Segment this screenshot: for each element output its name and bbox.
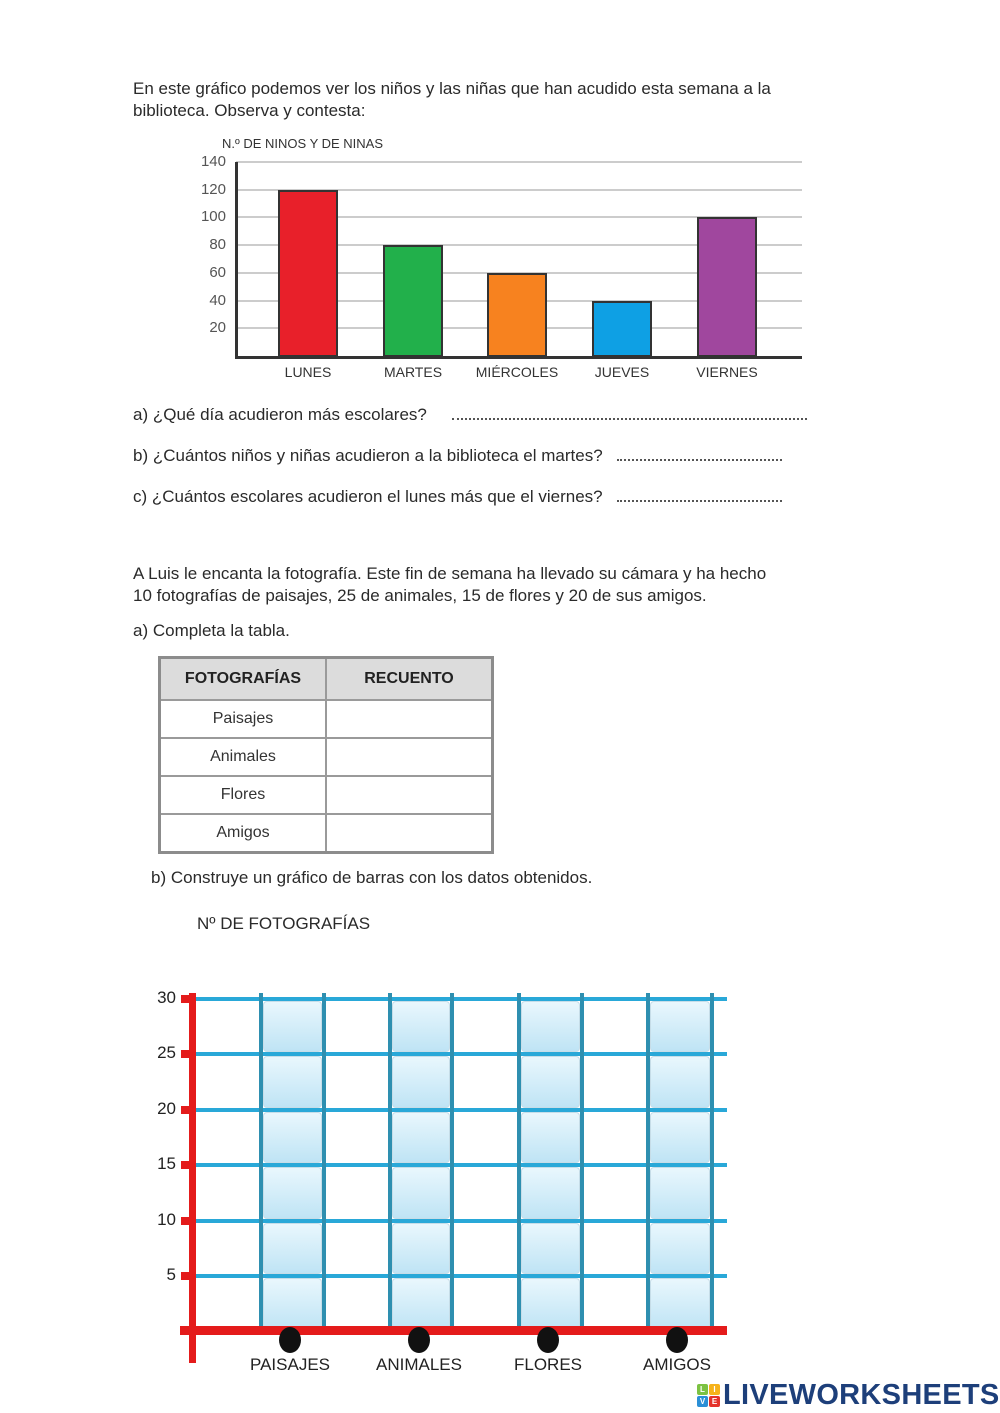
y-tick-label: 140 bbox=[200, 153, 226, 170]
grid-vertical-line bbox=[517, 993, 521, 1333]
grid-cell[interactable] bbox=[263, 1056, 322, 1108]
grid-cell[interactable] bbox=[263, 1278, 322, 1330]
recuento-input-paisajes[interactable] bbox=[326, 700, 493, 738]
grid-cell[interactable] bbox=[392, 1167, 450, 1219]
header-fotografias: FOTOGRAFÍAS bbox=[160, 658, 327, 701]
y-tick bbox=[181, 1050, 193, 1058]
category-dot-icon bbox=[666, 1327, 688, 1353]
chart2-title: Nº DE FOTOGRAFÍAS bbox=[197, 914, 371, 933]
logo-blocks-icon: L I V E bbox=[697, 1384, 720, 1407]
answer-b-field[interactable] bbox=[617, 447, 782, 461]
x-label: LUNES bbox=[284, 364, 332, 380]
grid-cell[interactable] bbox=[650, 1056, 710, 1108]
grid-cell[interactable] bbox=[521, 1112, 580, 1163]
grid-cell[interactable] bbox=[392, 1223, 450, 1274]
grid-cell[interactable] bbox=[392, 1112, 450, 1163]
grid-cell[interactable] bbox=[263, 1001, 322, 1052]
question-a bbox=[133, 405, 807, 425]
task-b-label: b) Construye un gráfico de barras con los datos obtenidos. bbox=[151, 868, 593, 887]
grid-cell[interactable] bbox=[392, 1056, 450, 1108]
grid-vertical-line bbox=[646, 993, 650, 1333]
grid-vertical-line bbox=[450, 993, 454, 1333]
y-tick bbox=[181, 1106, 193, 1114]
x-label: MARTES bbox=[383, 364, 443, 380]
y-tick-label: 20 bbox=[157, 1099, 176, 1118]
table-row bbox=[160, 776, 493, 814]
y-axis bbox=[189, 993, 196, 1363]
table-row bbox=[160, 700, 493, 738]
grid-vertical-line bbox=[580, 993, 584, 1333]
grid-cell[interactable] bbox=[521, 1056, 580, 1108]
intro2-line-1: A Luis le encanta la fotografía. Este fin de semana ha llevado su cámara y ha hecho bbox=[133, 564, 767, 583]
row-label: Flores bbox=[160, 776, 327, 814]
category-dot-icon bbox=[537, 1327, 559, 1353]
y-tick-label: 120 bbox=[200, 180, 226, 198]
grid-cell[interactable] bbox=[521, 1223, 580, 1274]
grid-vertical-line bbox=[322, 993, 326, 1333]
photo-count-table bbox=[158, 656, 494, 854]
question-a-text: a) ¿Qué día acudieron más escolares? bbox=[133, 405, 427, 424]
x-label: MIÉRCOLES bbox=[475, 364, 559, 380]
task-a-label: a) Completa la tabla. bbox=[133, 621, 290, 640]
answer-a-field[interactable] bbox=[452, 406, 807, 420]
bar-jueves bbox=[592, 301, 652, 357]
grid-cell[interactable] bbox=[521, 1001, 580, 1052]
table-row bbox=[160, 738, 493, 776]
header-recuento: RECUENTO bbox=[326, 658, 493, 701]
y-tick-label: 25 bbox=[157, 1043, 176, 1062]
y-tick-label: 80 bbox=[209, 236, 226, 254]
logo-text: LIVEWORKSHEETS bbox=[723, 1379, 1000, 1411]
category-dot-icon bbox=[279, 1327, 301, 1353]
liveworksheets-logo bbox=[697, 1379, 1000, 1412]
chart1-y-title: N.º DE NINOS Y DE NINAS bbox=[222, 136, 384, 151]
y-tick-label: 40 bbox=[209, 291, 226, 309]
y-tick-label: 20 bbox=[209, 319, 226, 337]
bar-lunes bbox=[278, 190, 338, 357]
x-label-flores: FLORES bbox=[513, 1355, 583, 1374]
y-tick-label: 100 bbox=[200, 208, 226, 226]
y-tick bbox=[181, 995, 193, 1003]
y-tick bbox=[181, 1217, 193, 1225]
grid-cell[interactable] bbox=[392, 1001, 450, 1052]
row-label: Animales bbox=[160, 738, 327, 776]
grid-cell[interactable] bbox=[392, 1278, 450, 1330]
x-label-animales: ANIMALES bbox=[376, 1355, 462, 1374]
bar-viernes bbox=[697, 217, 757, 357]
x-label-paisajes: PAISAJES bbox=[250, 1355, 330, 1374]
y-tick-label: 10 bbox=[157, 1210, 176, 1229]
x-label: VIERNES bbox=[696, 364, 758, 380]
grid-cell[interactable] bbox=[650, 1167, 710, 1219]
y-tick-label: 15 bbox=[157, 1154, 176, 1173]
grid-cell[interactable] bbox=[263, 1112, 322, 1163]
grid-cell[interactable] bbox=[521, 1167, 580, 1219]
section1-intro bbox=[133, 78, 771, 122]
grid-vertical-line bbox=[259, 993, 263, 1333]
recuento-input-animales[interactable] bbox=[326, 738, 493, 776]
question-c-text: c) ¿Cuántos escolares acudieron el lunes más que el viernes? bbox=[133, 487, 603, 506]
answer-c-field[interactable] bbox=[617, 488, 782, 502]
y-tick bbox=[181, 1161, 193, 1169]
photo-bar-chart-grid[interactable] bbox=[140, 985, 740, 1385]
grid-cell[interactable] bbox=[650, 1001, 710, 1052]
intro-line-2: biblioteca. Observa y contesta: bbox=[133, 101, 366, 120]
x-label: JUEVES bbox=[594, 364, 650, 380]
grid-cell[interactable] bbox=[650, 1112, 710, 1163]
gridline bbox=[236, 161, 802, 163]
grid-cell[interactable] bbox=[650, 1278, 710, 1330]
section2-intro bbox=[133, 563, 766, 607]
grid-vertical-line bbox=[388, 993, 392, 1333]
y-tick-label: 30 bbox=[157, 988, 176, 1007]
intro-line-1: En este gráfico podemos ver los niños y las niñas que han acudido esta semana a la bbox=[133, 79, 771, 98]
grid-cell[interactable] bbox=[650, 1223, 710, 1274]
y-tick-label: 60 bbox=[209, 263, 226, 281]
x-label-amigos: AMIGOS bbox=[642, 1355, 711, 1374]
row-label: Paisajes bbox=[160, 700, 327, 738]
intro2-line-2: 10 fotografías de paisajes, 25 de animales, 15 de flores y 20 de sus amigos. bbox=[133, 586, 707, 605]
category-dot-icon bbox=[408, 1327, 430, 1353]
row-label: Amigos bbox=[160, 814, 327, 853]
grid-cell[interactable] bbox=[263, 1223, 322, 1274]
grid-cell[interactable] bbox=[263, 1167, 322, 1219]
grid-cell[interactable] bbox=[521, 1278, 580, 1330]
question-c bbox=[133, 487, 782, 507]
recuento-input-amigos[interactable] bbox=[326, 814, 493, 853]
question-b-text: b) ¿Cuántos niños y niñas acudieron a la biblioteca el martes? bbox=[133, 446, 603, 465]
question-b bbox=[133, 446, 782, 466]
y-tick-label: 5 bbox=[166, 1265, 176, 1284]
bar-martes bbox=[383, 245, 443, 357]
bar-miércoles bbox=[487, 273, 547, 357]
recuento-input-flores[interactable] bbox=[326, 776, 493, 814]
library-attendance-chart bbox=[190, 136, 810, 390]
grid-vertical-line bbox=[710, 993, 714, 1333]
y-axis bbox=[235, 162, 238, 359]
table-row bbox=[160, 814, 493, 853]
y-tick bbox=[181, 1272, 193, 1280]
x-axis bbox=[180, 1326, 727, 1335]
